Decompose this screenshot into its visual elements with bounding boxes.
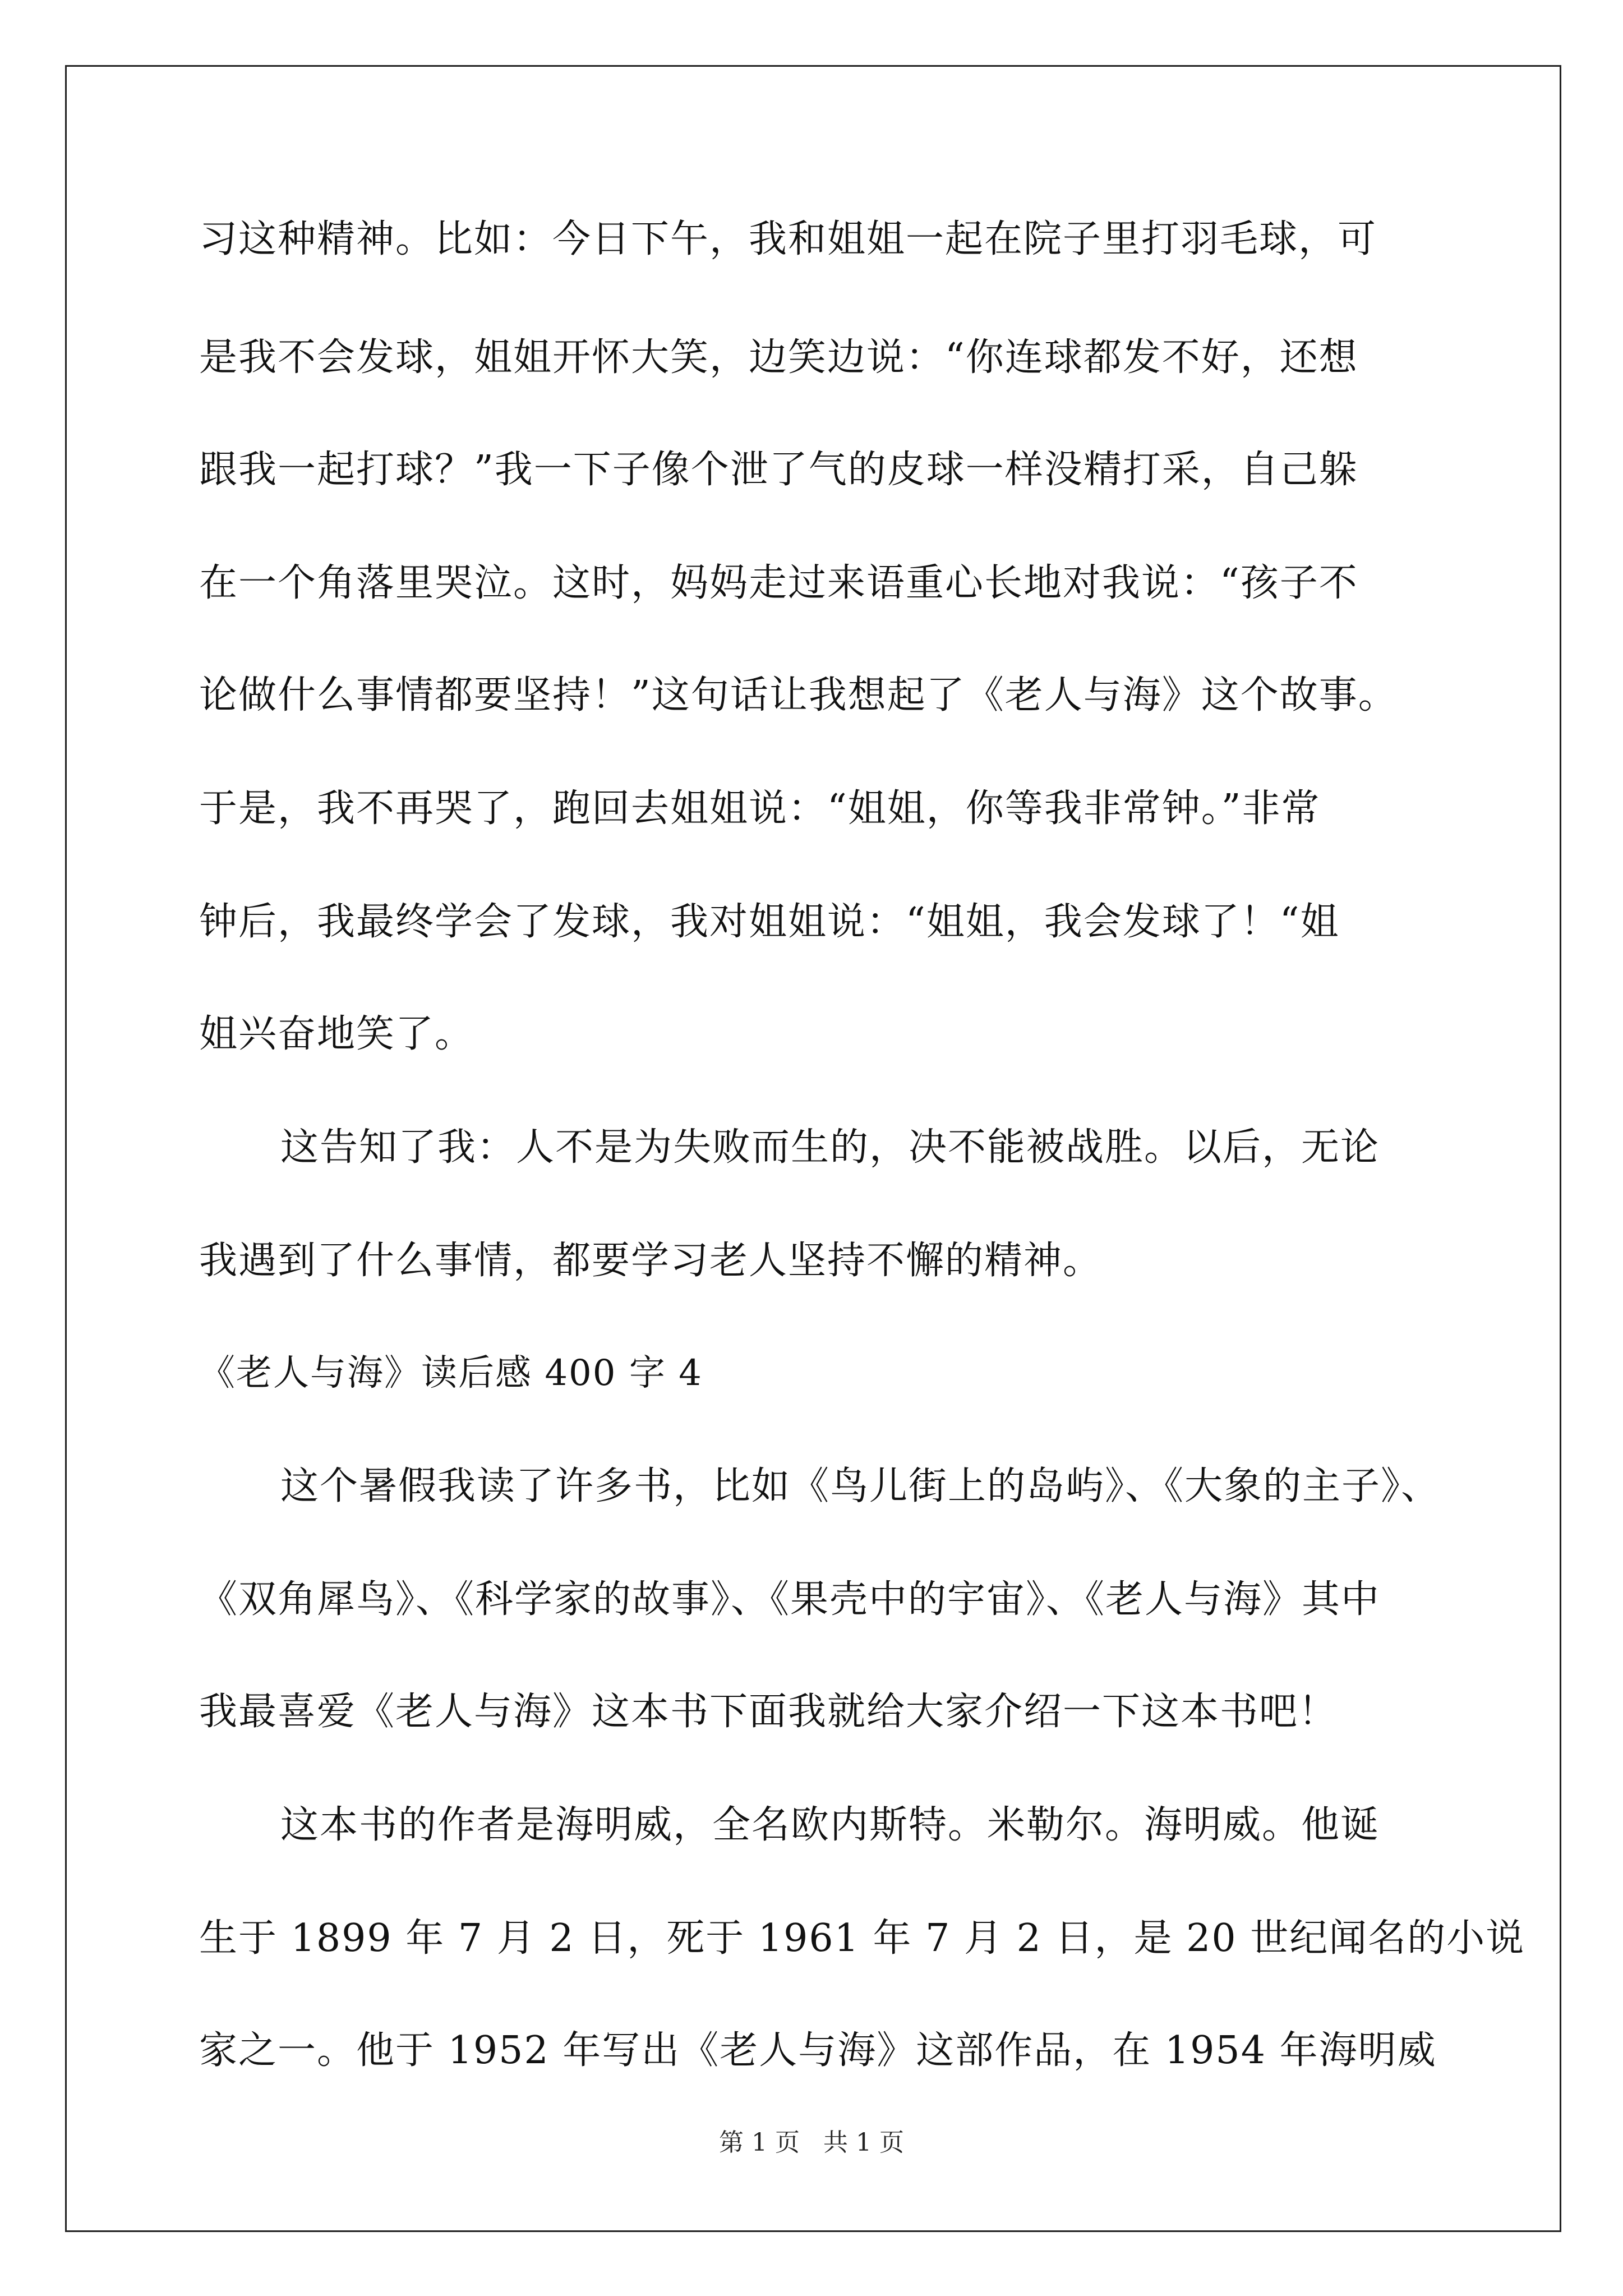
footer-spacer <box>800 2128 823 2157</box>
body-line-16: 生于 1899 年 7 月 2 日，死于 1961 年 7 月 2 日，是 20 世纪闻名的小说 <box>199 1916 1525 1961</box>
body-line-10: 我遇到了什么事情，都要学习老人坚持不懈的精神。 <box>199 1239 1103 1283</box>
page-number-total: 共 1 页 <box>823 2128 904 2157</box>
section-heading: 《老人与海》读后感 400 字 4 <box>199 1352 703 1394</box>
paragraph-line-9: 这告知了我：人不是为失败而生的，决不能被战胜。以后，无论 <box>280 1125 1380 1170</box>
page-number-current: 第 1 页 <box>719 2128 800 2157</box>
page-footer <box>0 2126 1623 2160</box>
body-line-5: 论做什么事情都要坚持！”这句话让我想起了《老人与海》这个故事。 <box>199 673 1398 717</box>
body-line-17: 家之一。他于 1952 年写出《老人与海》这部作品，在 1954 年海明威 <box>199 2028 1437 2073</box>
body-line-4: 在一个角落里哭泣。这时，妈妈走过来语重心长地对我说：“孩子不 <box>199 561 1358 605</box>
body-line-14: 我最喜爱《老人与海》这本书下面我就给大家介绍一下这本书吧！ <box>199 1690 1338 1734</box>
paragraph-line-15: 这本书的作者是海明威，全名欧内斯特。米勒尔。海明威。他诞 <box>280 1803 1380 1847</box>
body-line-3: 跟我一起打球？”我一下子像个泄了气的皮球一样没精打采，自己躲 <box>199 448 1358 492</box>
body-line-8: 姐兴奋地笑了。 <box>199 1012 474 1056</box>
body-line-2: 是我不会发球，姐姐开怀大笑，边笑边说：“你连球都发不好，还想 <box>199 335 1358 380</box>
paragraph-line-12: 这个暑假我读了许多书，比如《鸟儿街上的岛屿》、《大象的主子》、 <box>280 1464 1441 1508</box>
body-line-6: 于是，我不再哭了，跑回去姐姐说：“姐姐，你等我非常钟。”非常 <box>199 786 1321 831</box>
body-line-7: 钟后，我最终学会了发球，我对姐姐说：“姐姐，我会发球了！“姐 <box>199 900 1340 944</box>
body-line-13: 《双角犀鸟》、《科学家的故事》、《果壳中的宇宙》、《老人与海》其中 <box>199 1577 1381 1622</box>
body-line-1: 习这种精神。比如：今日下午，我和姐姐一起在院子里打羽毛球，可 <box>199 217 1377 261</box>
